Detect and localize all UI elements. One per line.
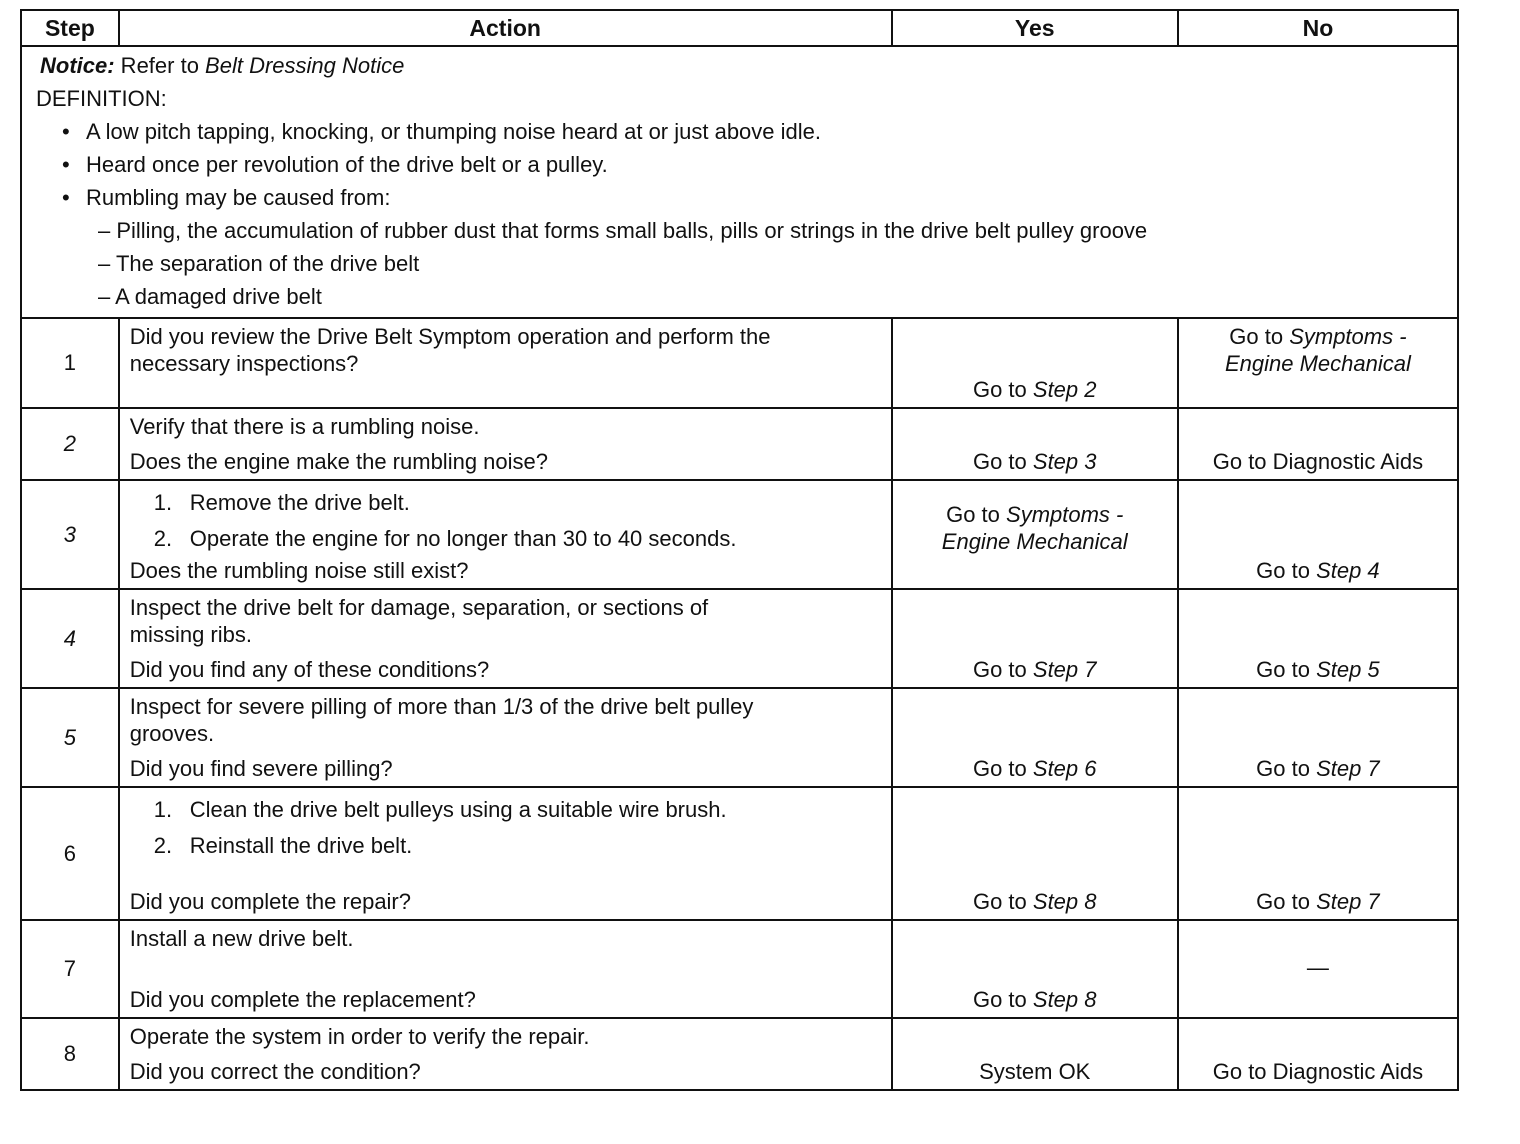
definition-subitem: – Pilling, the accumulation of rubber dust that forms small balls, pills or strings in the drive belt pulley groove bbox=[98, 218, 1148, 243]
action-text: necessary inspections? bbox=[129, 351, 359, 376]
action-question: Did you find severe pilling? bbox=[129, 756, 393, 781]
step-number: 1 bbox=[21, 318, 119, 408]
step-ref: Step 5 bbox=[1316, 657, 1380, 682]
definition-bullet: • Heard once per revolution of the drive belt or a pulley. bbox=[36, 148, 1457, 181]
action-cell bbox=[119, 318, 892, 408]
no-cell bbox=[1178, 920, 1458, 1018]
step-ref: Symptoms - bbox=[1289, 324, 1407, 349]
action-question: Did you correct the condition? bbox=[129, 1059, 421, 1084]
table-row bbox=[21, 920, 1458, 1018]
step-number: 4 bbox=[21, 589, 119, 688]
yes-cell: Go to Step 3 bbox=[892, 408, 1178, 480]
step-number: 8 bbox=[21, 1018, 119, 1090]
definition-bullet: • A low pitch tapping, knocking, or thumping noise heard at or just above idle. bbox=[36, 115, 1457, 148]
action-text: Verify that there is a rumbling noise. bbox=[129, 414, 480, 439]
notice-line bbox=[36, 49, 1457, 82]
action-question: Did you complete the repair? bbox=[129, 889, 411, 914]
definition-title: DEFINITION: bbox=[36, 86, 167, 111]
step-number: 7 bbox=[21, 920, 119, 1018]
numbered-item: 2. Operate the engine for no longer than 30 to 40 seconds. bbox=[153, 526, 737, 551]
action-text: Install a new drive belt. bbox=[129, 926, 354, 951]
no-cell: Go to Step 7 bbox=[1178, 688, 1458, 787]
no-cell: Go to Step 7 bbox=[1178, 787, 1458, 920]
action-cell bbox=[119, 787, 892, 920]
notice-ref: Belt Dressing Notice bbox=[205, 53, 405, 78]
step-ref: Engine Mechanical bbox=[1224, 351, 1411, 376]
no-cell: Go to Step 5 bbox=[1178, 589, 1458, 688]
step-ref: Step 3 bbox=[1032, 449, 1097, 474]
step-number: 2 bbox=[21, 408, 119, 480]
table-row bbox=[21, 318, 1458, 408]
yes-cell: Go to Symptoms - Engine Mechanical bbox=[892, 480, 1178, 589]
numbered-item: 1. Clean the drive belt pulleys using a suitable wire brush. bbox=[153, 797, 727, 822]
header-action: Action bbox=[119, 10, 892, 46]
notice-text: Refer to bbox=[114, 53, 206, 78]
header-row bbox=[21, 10, 1458, 46]
definition-subitem: – A damaged drive belt bbox=[98, 284, 322, 309]
no-cell: Go to Step 4 bbox=[1178, 480, 1458, 589]
step-ref: Step 2 bbox=[1032, 377, 1097, 402]
step-ref: Step 8 bbox=[1032, 889, 1097, 914]
step-ref: Step 4 bbox=[1316, 558, 1380, 583]
action-question: Did you find any of these conditions? bbox=[129, 657, 490, 682]
yes-cell: Go to Step 8 bbox=[892, 920, 1178, 1018]
action-cell bbox=[119, 920, 892, 1018]
yes-cell: Go to Step 2 bbox=[892, 318, 1178, 408]
step-ref: Symptoms - bbox=[1006, 502, 1124, 527]
definition-cell bbox=[21, 46, 1458, 318]
action-question: Does the engine make the rumbling noise? bbox=[129, 449, 548, 474]
header-no: No bbox=[1178, 10, 1458, 46]
definition-subitem: – The separation of the drive belt bbox=[98, 251, 420, 276]
action-text: Inspect for severe pilling of more than 1/3 of the drive belt pulley bbox=[129, 694, 754, 719]
definition-bullet: • Rumbling may be caused from: bbox=[36, 181, 1457, 214]
yes-cell: Go to Step 8 bbox=[892, 787, 1178, 920]
definition-row bbox=[21, 46, 1458, 318]
step-number: 6 bbox=[21, 787, 119, 920]
action-cell bbox=[119, 480, 892, 589]
action-text: Inspect the drive belt for damage, separation, or sections of bbox=[129, 595, 709, 620]
table-row bbox=[21, 787, 1458, 920]
table-row bbox=[21, 688, 1458, 787]
yes-cell bbox=[892, 1018, 1178, 1090]
action-question: Did you complete the replacement? bbox=[129, 987, 476, 1012]
action-question: Does the rumbling noise still exist? bbox=[129, 558, 469, 583]
diagnostic-table bbox=[20, 9, 1459, 1091]
action-cell bbox=[119, 688, 892, 787]
action-text: Operate the system in order to verify the repair. bbox=[129, 1024, 590, 1049]
header-yes: Yes bbox=[892, 10, 1178, 46]
step-ref: Step 7 bbox=[1316, 756, 1380, 781]
action-text: Did you review the Drive Belt Symptom operation and perform the bbox=[129, 324, 771, 349]
no-cell bbox=[1178, 1018, 1458, 1090]
header-step: Step bbox=[21, 10, 119, 46]
step-ref: Step 6 bbox=[1032, 756, 1097, 781]
table-row bbox=[21, 1018, 1458, 1090]
table-row bbox=[21, 589, 1458, 688]
numbered-item: 2. Reinstall the drive belt. bbox=[153, 833, 413, 858]
step-ref: Step 8 bbox=[1032, 987, 1097, 1012]
table-row bbox=[21, 480, 1458, 589]
no-text: Go to Diagnostic Aids bbox=[1212, 1059, 1424, 1084]
table-row bbox=[21, 408, 1458, 480]
step-ref: Engine Mechanical bbox=[941, 529, 1128, 554]
action-cell bbox=[119, 1018, 892, 1090]
action-text: missing ribs. bbox=[129, 622, 252, 647]
numbered-item: 1. Remove the drive belt. bbox=[153, 490, 410, 515]
action-text: grooves. bbox=[129, 721, 215, 746]
yes-text: System OK bbox=[979, 1059, 1091, 1084]
action-cell bbox=[119, 408, 892, 480]
step-number: 5 bbox=[21, 688, 119, 787]
no-dash: — bbox=[1306, 955, 1329, 980]
no-text: Go to Diagnostic Aids bbox=[1212, 449, 1424, 474]
step-number: 3 bbox=[21, 480, 119, 589]
action-cell bbox=[119, 589, 892, 688]
step-ref: Step 7 bbox=[1032, 657, 1097, 682]
step-ref: Step 7 bbox=[1316, 889, 1380, 914]
notice-label: Notice: bbox=[40, 53, 115, 78]
no-cell: Go to Symptoms - Engine Mechanical bbox=[1178, 318, 1458, 408]
yes-cell: Go to Step 6 bbox=[892, 688, 1178, 787]
no-cell bbox=[1178, 408, 1458, 480]
yes-cell: Go to Step 7 bbox=[892, 589, 1178, 688]
